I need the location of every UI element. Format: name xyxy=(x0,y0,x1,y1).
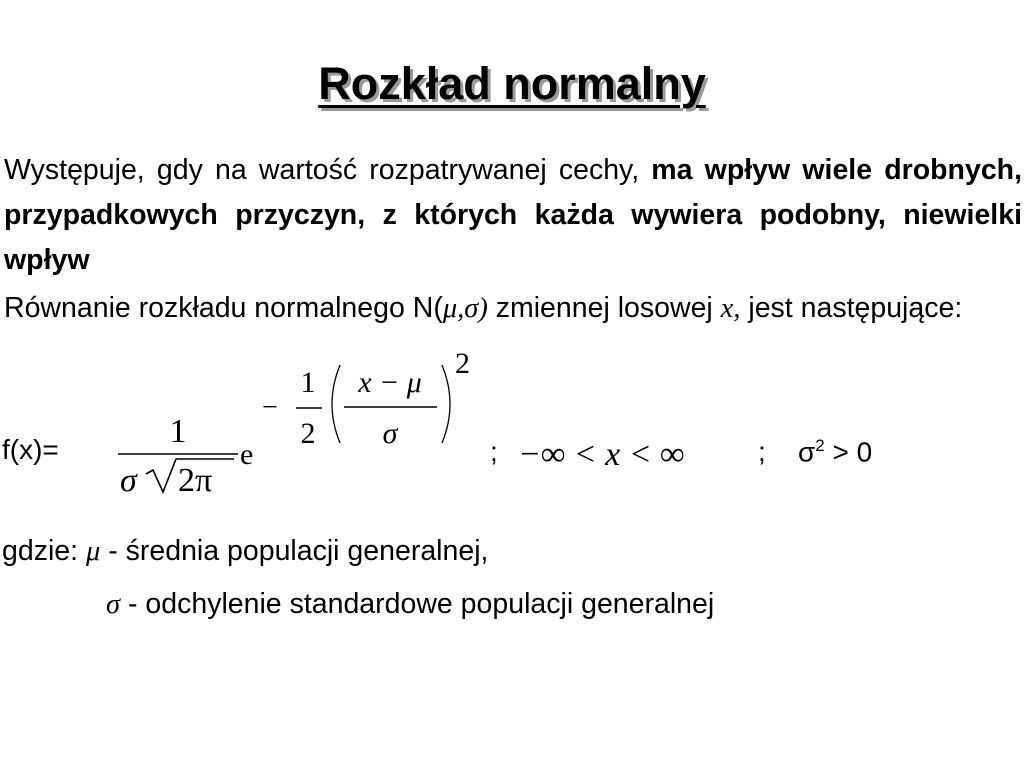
legend-mu-symbol: μ xyxy=(85,536,101,567)
equation-intro-paragraph xyxy=(4,286,1022,331)
legend-mu-line xyxy=(2,535,488,568)
definition-text: Występuje, gdy na wartość rozpatrywanej cechy, xyxy=(4,154,652,186)
slide-title: Rozkład normalny xyxy=(318,58,706,109)
exp-half-denominator: 2 xyxy=(300,417,316,450)
exp-power: 2 xyxy=(455,347,470,380)
definition-bold-text: ma wpływ wiele drobnych, przypadkowych przyczyn, z których każda wywiera podobny, niewielki wpływ xyxy=(4,154,1022,276)
equation-intro-text: Równanie rozkładu normalnego N( xyxy=(4,292,443,324)
variance-exponent: 2 xyxy=(815,436,825,455)
left-paren-icon xyxy=(332,365,340,443)
legend-sigma-line xyxy=(106,588,714,621)
distribution-params: μ,σ) xyxy=(442,293,488,324)
legend-sigma-symbol: σ xyxy=(106,589,121,620)
legend-intro: gdzie: xyxy=(2,535,86,567)
exp-inner-denominator: σ xyxy=(382,417,398,450)
coef-sqrt-argument: 2π xyxy=(178,462,213,499)
coef-numerator: 1 xyxy=(169,413,187,450)
equation-intro-text-3: jest następujące: xyxy=(740,292,963,324)
formula-lhs: f(x)= xyxy=(2,434,59,465)
variance-condition xyxy=(798,436,872,468)
coef-sigma: σ xyxy=(120,462,137,499)
variance-sigma: σ xyxy=(798,436,816,468)
equation-intro-text-2: zmiennej losowej xyxy=(487,292,721,324)
definition-paragraph xyxy=(4,148,1022,283)
exp-base: e xyxy=(240,438,254,471)
variable-range: −∞ < x < ∞ xyxy=(518,436,685,473)
legend-sigma-description: - odchylenie standardowe populacji generalnej xyxy=(120,588,715,620)
legend-mu-description: - średnia populacji generalnej, xyxy=(100,535,489,567)
right-paren-icon xyxy=(442,365,450,443)
separator-1: ; xyxy=(490,436,498,467)
exp-minus-sign: − xyxy=(262,392,278,423)
exp-inner-numerator: x − μ xyxy=(358,366,422,399)
separator-2: ; xyxy=(758,436,766,467)
exp-half-numerator: 1 xyxy=(300,366,316,399)
random-variable: x, xyxy=(720,293,741,324)
normal-density-formula xyxy=(100,343,600,503)
variance-rest: > 0 xyxy=(824,436,873,468)
